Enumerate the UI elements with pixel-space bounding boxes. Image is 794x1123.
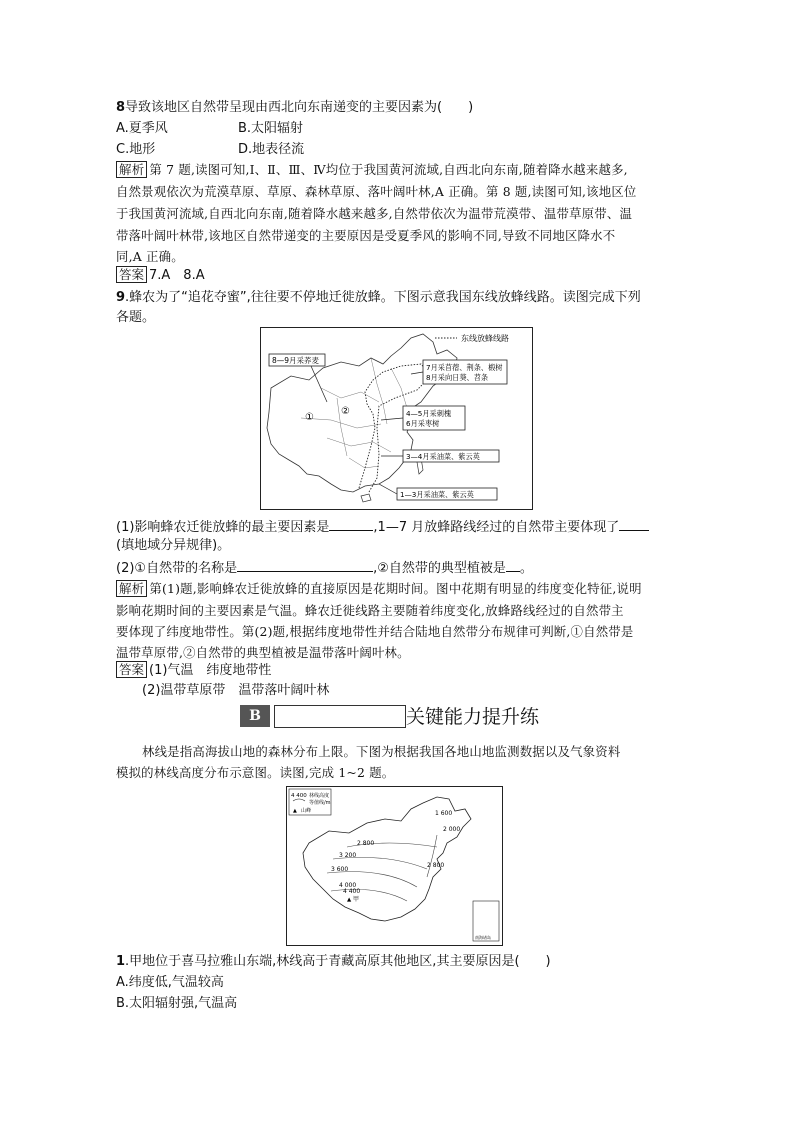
q9-sub2-text-c: 。 (519, 561, 533, 576)
inset-label: 南海诸岛 (475, 935, 491, 940)
label-rape-winter: 1—3月采油菜、紫云英 (400, 490, 474, 499)
label-buckwheat: 8—9月采荞麦 (272, 356, 320, 365)
q8-option-a: A.夏季风 (116, 121, 168, 136)
arrow-e (379, 484, 397, 494)
q8-stem (116, 98, 473, 118)
intro-line-2: 模拟的林线高度分布示意图。读图,完成 1~2 题。 (116, 765, 395, 780)
answer-2-line-2: (2)温带草原带 温带落叶阔叶林 (142, 683, 330, 698)
q8-number: 8 (116, 100, 126, 115)
answer-tag-2: 答案 (116, 661, 147, 678)
q9-number: 9 (116, 290, 126, 305)
section-b-badge: B 级 (240, 705, 270, 727)
contour-2800b (427, 835, 437, 877)
contour-label-4000: 4 000 (339, 882, 357, 889)
answer-1-text: 7.A 8.A (149, 268, 205, 283)
q1-option-b: B.太阳辐射强,气温高 (116, 996, 238, 1011)
blank-3[interactable] (237, 557, 373, 572)
section-b-title-frame (274, 705, 406, 728)
arrow-b (411, 372, 423, 374)
contour-label-3200: 3 200 (339, 852, 357, 859)
legend-peak: 山峰 (301, 808, 312, 814)
intro-line-1: 林线是指高海拔山地的森林分布上限。下图为根据我国各地山地监测数据以及气象资料 (142, 744, 621, 759)
analysis-1-line-5: 同,A 正确。 (116, 249, 184, 264)
answer-2-line-1 (116, 661, 271, 681)
q9-sub2 (116, 557, 533, 579)
peak-label: 甲 (353, 896, 360, 903)
analysis-1-line-3: 于我国黄河流域,自西北向东南,随着降水越来越多,自然带依次为温带荒漠带、温带草原带、温 (116, 206, 633, 221)
contour-label-2800b: 2 800 (427, 862, 445, 869)
hainan-island (361, 494, 371, 502)
q9-stem-line-2: 各题。 (116, 310, 156, 325)
q8-stem-text: 导致该地区自然带呈现由西北向东南递变的主要因素为( ) (125, 100, 474, 115)
legend-contour: 等值线/m (309, 800, 331, 806)
contour-label-1600: 1 600 (435, 810, 453, 817)
q8-option-c: C.地形 (116, 142, 156, 157)
analysis-2-line-4: 温带草原带,②自然带的典型植被是温带落叶阔叶林。 (116, 645, 410, 660)
q1-stem-text: .甲地位于喜马拉雅山东端,林线高于青藏高原其他地区,其主要原因是( ) (125, 954, 551, 969)
analysis-2-line-2: 影响花期时间的主要因素是气温。蜂农迁徙线路主要随着纬度变化,放蜂路线经过的自然带主 (116, 603, 624, 618)
analysis-2-text-1: 第(1)题,影响蜂农迁徙放蜂的直接原因是花期时间。图中花期有明显的纬度变化特征,说明 (149, 581, 642, 596)
marker-2: ② (341, 406, 350, 417)
contour-label-2800a: 2 800 (357, 840, 375, 847)
q9-sub2-text-b: ,②自然带的典型植被是 (373, 561, 506, 576)
q8-option-b: B.太阳辐射 (238, 121, 304, 136)
blank-4[interactable] (506, 557, 520, 572)
blank-2[interactable] (619, 516, 649, 531)
answer-2-text-1: (1)气温 纬度地带性 (149, 663, 272, 678)
analysis-2-line-1 (116, 579, 642, 599)
analysis-tag: 解析 (116, 161, 147, 178)
q9-stem-text: .蜂农为了“追花夺蜜”,往往要不停地迁徙放蜂。下图示意我国东线放蜂线路。读图完成下列 (125, 290, 641, 305)
q1-option-a: A.纬度低,气温较高 (116, 975, 224, 990)
contour-label-3600: 3 600 (331, 866, 349, 873)
answer-tag: 答案 (116, 266, 147, 283)
analysis-1-line-2: 自然景观依次为荒漠草原、草原、森林草原、落叶阔叶林,A 正确。第 8 题,读图可知,该地区位 (116, 184, 637, 199)
label-jujube: 6月采枣树 (406, 419, 440, 428)
legend-peak-symbol: ▲ (293, 808, 297, 814)
marker-1: ① (305, 412, 314, 423)
bee-route-map-svg (261, 328, 532, 509)
contour-label-4400: 4 400 (343, 888, 361, 895)
q9-sub1-line-1 (116, 516, 649, 538)
peak-marker: ▲ (347, 897, 352, 903)
analysis-1-line-4: 带落叶阔叶林带,该地区自然带递变的主要原因是受夏季风的影响不同,导致不同地区降水不 (116, 228, 616, 243)
answer-1 (116, 266, 205, 286)
analysis-2-line-3: 要体现了纬度地带性。第(2)题,根据纬度地带性并结合陆地自然带分布规律可判断,①自然带是 (116, 624, 634, 639)
analysis-1-text-1: 第 7 题,读图可知,Ⅰ、Ⅱ、Ⅲ、Ⅳ均位于我国黄河流域,自西北向东南,随着降水越来越多, (149, 162, 628, 177)
label-locust: 4—5月采刺槐 (406, 409, 452, 418)
contour-label-2000: 2 000 (443, 826, 461, 833)
analysis-tag-2: 解析 (116, 580, 147, 597)
province-lines (301, 358, 407, 468)
section-b-title: 关键能力提升练 (406, 706, 540, 728)
q9-stem-line-1 (116, 288, 641, 308)
q9-sub2-text-a: (2)①自然带的名称是 (116, 561, 238, 576)
label-rape-spring: 3—4月采油菜、紫云英 (406, 452, 480, 461)
legend-value: 4 400 (291, 793, 307, 799)
arrow-c (381, 418, 403, 420)
bee-route-map (260, 327, 533, 510)
analysis-1-line-1 (116, 160, 628, 180)
q9-sub1-text-b: ,1—7 月放蜂路线经过的自然带主要体现了 (373, 520, 620, 535)
blank-1[interactable] (329, 516, 373, 531)
q9-sub1-line-2: (填地域分异规律)。 (116, 538, 231, 553)
label-sunflower: 8月采向日葵、苕条 (426, 373, 489, 382)
q9-sub1-text-a: (1)影响蜂农迁徙放蜂的最主要因素是 (116, 520, 330, 535)
tree-line-map (286, 786, 503, 946)
q1-stem (116, 952, 551, 972)
q1-number: 1 (116, 954, 126, 969)
legend-tree-line: 林线高度 (309, 793, 330, 799)
label-alfalfa: 7月采苜蓿、荆条、椴树 (426, 363, 503, 372)
legend-route-label: 东线放蜂线路 (461, 334, 509, 343)
q8-option-d: D.地表径流 (238, 142, 305, 157)
tree-line-map-svg (287, 787, 502, 945)
